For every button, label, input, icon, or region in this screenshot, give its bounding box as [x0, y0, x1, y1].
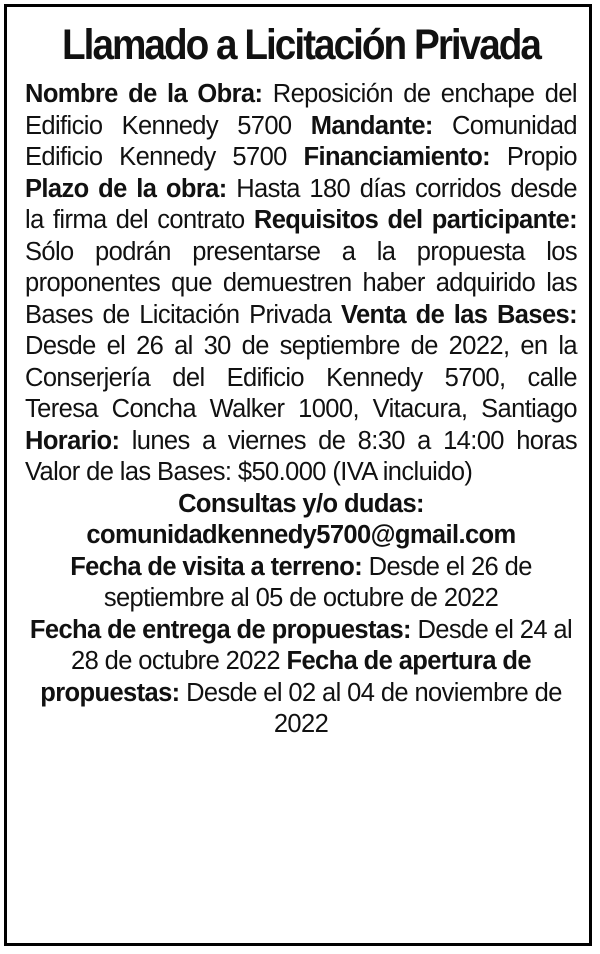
entrega-value: Desde el 24 al 28 de octubre 2022	[71, 615, 573, 675]
entrega-block	[30, 616, 572, 739]
obra-label: Nombre de la Obra:	[25, 80, 263, 108]
venta-label: Venta de las Bases:	[340, 300, 577, 329]
visita-value: Desde el 26 de septiembre al 05 de octubre de 2022	[103, 552, 532, 612]
obra-value: Reposición de enchape del Edificio Kennedy 5700	[25, 80, 577, 140]
consultas-label: Consultas y/o dudas:	[178, 489, 424, 518]
venta-value: Desde el 26 al 30 de septiembre de 2022, en la Conserjería del Edificio Kennedy 5700, calle Teresa Concha Walker 1000, Vitacura, Santiago	[25, 332, 577, 423]
apertura-label: Fecha de apertura de propuestas:	[40, 647, 531, 707]
consultas-line	[25, 489, 577, 521]
apertura-value: Desde el 02 al 04 de noviembre de 2022	[186, 678, 562, 738]
visita-label: Fecha de visita a terreno:	[70, 552, 363, 581]
contact-email[interactable]: comunidadkennedy5700@gmail.com	[86, 521, 516, 549]
plazo-value: Hasta 180 días corridos desde la firma del contrato	[25, 174, 577, 234]
notice-contact-section	[25, 489, 577, 741]
tender-notice	[4, 4, 592, 946]
mandante-value: Comunidad Edificio Kennedy 5700	[25, 111, 577, 171]
horario-value: lunes a viernes de 8:30 a 14:00 horas Valor de las Bases: $50.000 (IVA incluido)	[25, 426, 577, 486]
notice-body	[25, 79, 577, 489]
mandante-label: Mandante:	[310, 111, 433, 140]
entrega-label: Fecha de entrega de propuestas:	[29, 615, 411, 644]
requisitos-value: Sólo podrán presentarse a la propuesta los proponentes que demuestren haber adquirido las Bases de Licitación Privada	[25, 237, 577, 329]
horario-label: Horario:	[25, 426, 120, 455]
financiamiento-label: Financiamiento:	[303, 143, 491, 171]
visita-block	[70, 553, 532, 613]
financiamiento-value: Propio	[506, 143, 577, 171]
notice-title: Llamado a Licitación Privada	[62, 21, 540, 69]
plazo-label: Plazo de la obra:	[25, 174, 227, 203]
requisitos-label: Requisitos del participante:	[253, 206, 577, 234]
